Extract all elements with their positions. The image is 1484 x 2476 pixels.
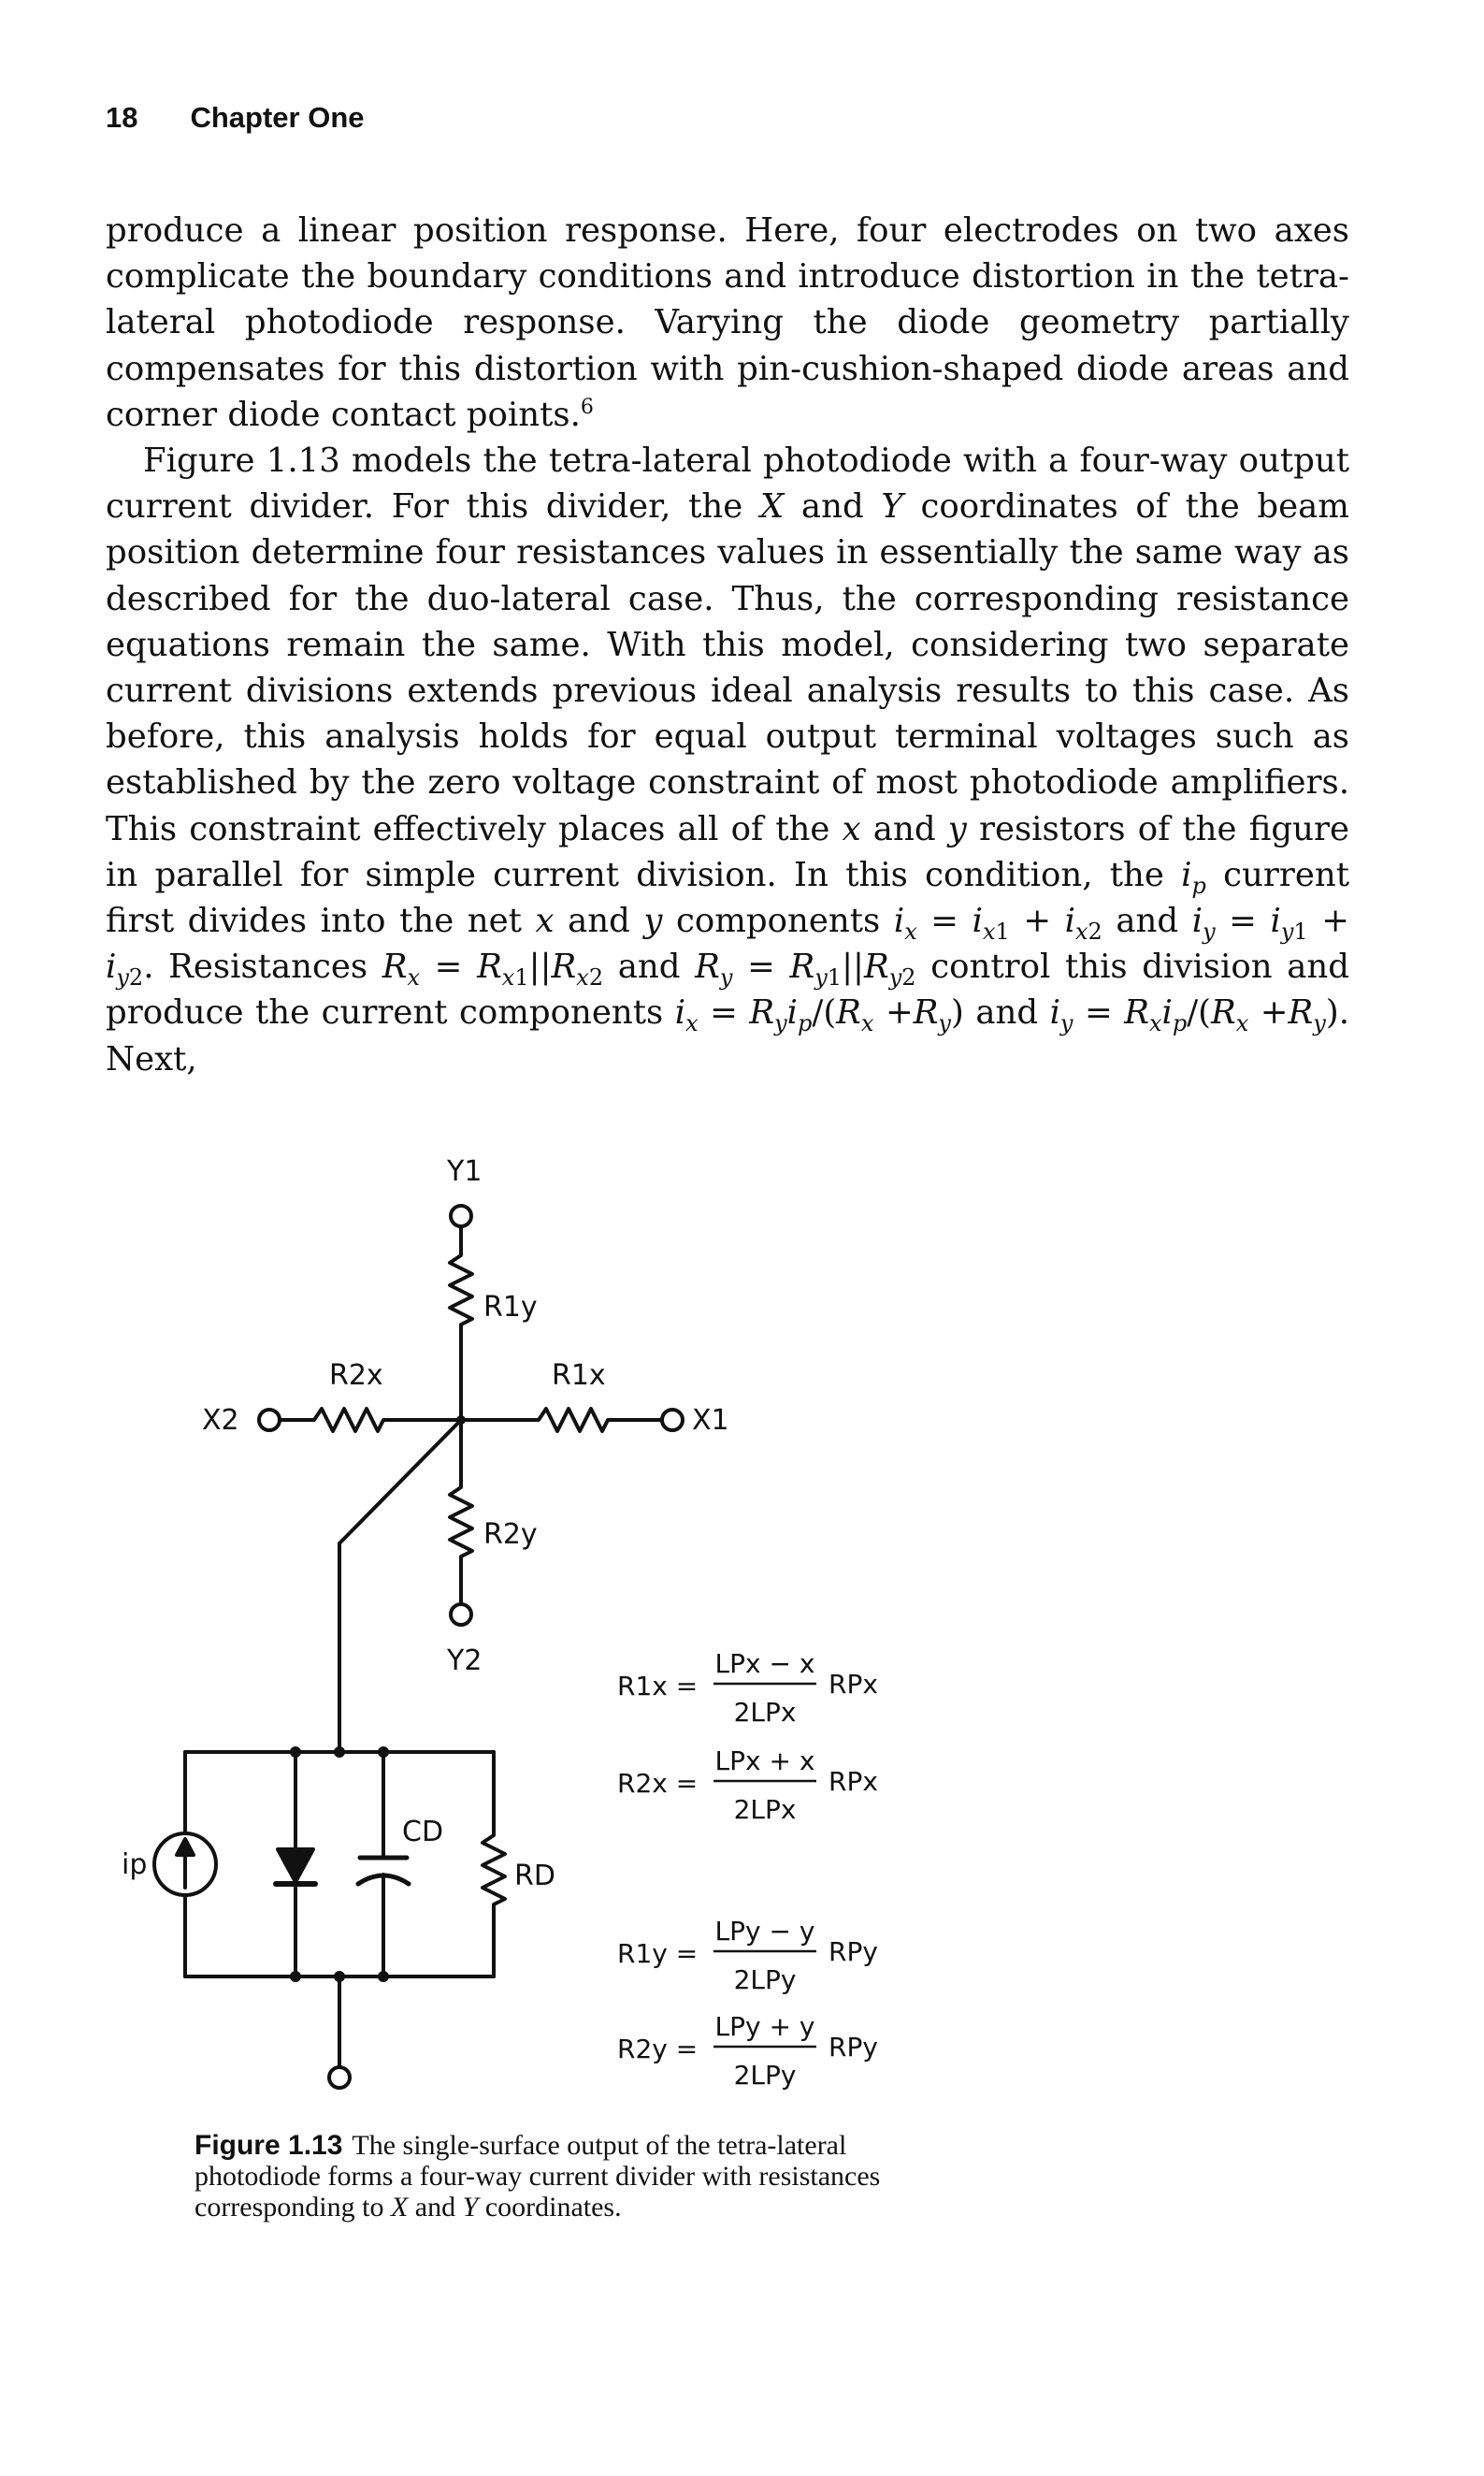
current-source-arrowhead (177, 1839, 194, 1855)
label-rd: RD (514, 1860, 555, 1892)
page-number: 18 (106, 101, 138, 134)
svg-text:RPx: RPx (828, 1669, 878, 1700)
y1-terminal (451, 1206, 471, 1226)
junction-bottom-diode (290, 1971, 301, 1982)
equation-r2x (617, 1745, 878, 1825)
p2-var-xs: x (842, 809, 861, 848)
p2-var-ys: y (947, 809, 967, 848)
p2-seg-8: Resistances (168, 948, 368, 987)
label-y1: Y1 (447, 1155, 483, 1188)
svg-text:RPx: RPx (828, 1766, 878, 1797)
running-header (106, 101, 365, 135)
svg-text:LPy − y: LPy − y (714, 1916, 815, 1947)
p2-seg-2: and (800, 487, 864, 527)
paragraph-1 (106, 208, 1349, 438)
caption-seg-3: coordinates. (484, 2192, 622, 2223)
circuit-figure (0, 1141, 1484, 2208)
paragraph-2: Figure 1.13 models the tetra-lateral photodiode with a four-way output current divider. For this divider, the X and Y coordinates of the beam position determine four resistances values in essentially the same way as described for the duo-lateral case. Thus, the corresponding resistance equations remain the same. With this model, considering two separate current divisions extends previous ideal analysis results to this case. As before, this analysis holds for equal output terminal voltages such as established by the zero voltage constraint of most photodiode amplifiers. This constraint effectively places all of the x and y resistors of the figure in parallel for simple current division. In this condition, the $i_p$ current first divides into the net x and y components $i_x = i_{x1} + i_{x2}$ and $i_y = i_{y1} + i_{y2}$. Resistances $R_x = R_{x1}||R_{x2}$ and $R_y = R_{y1}||R_{y2}$ control this division and produce the current components $i_x = R_yi_p/(R_x +R_y)$ and $i_y = R_xi_p/(R_x +R_y)$. Next, (106, 442, 1349, 1079)
caption-seg-1: The single-surface output of the tetra-lateral photodiode forms a four-way current divider with resistances corresponding to (195, 2130, 881, 2223)
label-cd: CD (402, 1816, 444, 1848)
svg-text:2LPy: 2LPy (733, 1964, 797, 1995)
label-r2y: R2y (483, 1518, 538, 1551)
junction-top-diode (290, 1746, 301, 1758)
p2-var-x: X (759, 487, 785, 527)
equation-r2y (617, 2011, 878, 2091)
x2-terminal (259, 1410, 280, 1430)
junction-bottom-center (334, 1971, 345, 1982)
footnote-marker: 6 (580, 395, 594, 419)
math-ip: $i_p$ (1181, 855, 1206, 899)
resistor-r2y (450, 1484, 472, 1560)
svg-text:LPy + y: LPy + y (714, 2011, 815, 2042)
label-r1x: R1x (552, 1359, 606, 1392)
svg-text:2LPy: 2LPy (733, 2060, 797, 2091)
wire-diagonal (339, 1420, 461, 1543)
svg-text:R1x =: R1x = (617, 1671, 699, 1701)
figure-caption (195, 2130, 924, 2223)
caption-var-x: X (390, 2192, 409, 2223)
paragraph-1-text: produce a linear position response. Here, four electrodes on two axes complicate the boundary conditions and introduce distortion in the tetra-lateral photodiode response. Varying the diode geometry partially compensates for this distortion with pin-cushion-shaped diode areas and corner diode contact points. (106, 211, 1349, 434)
label-r1y: R1y (483, 1291, 538, 1324)
svg-text:R2y =: R2y = (617, 2034, 699, 2064)
resistor-r2x (310, 1409, 387, 1431)
resistor-rd (483, 1832, 505, 1908)
svg-text:LPx − x: LPx − x (714, 1648, 815, 1679)
y2-terminal (451, 1604, 471, 1625)
p2-seg-6: current first divides into the net (106, 855, 1349, 941)
p2-seg-5: resistors of the figure in parallel for simple current division. In this condition, the (106, 809, 1349, 894)
junction-bottom-cd (378, 1971, 389, 1982)
svg-text:RPy: RPy (828, 1936, 878, 1967)
svg-text:2LPx: 2LPx (733, 1794, 797, 1825)
svg-text:RPy: RPy (828, 2032, 878, 2063)
p2-var-y: Y (881, 487, 903, 527)
p2-seg-4: and (872, 809, 936, 848)
junction-top-cd (378, 1746, 389, 1758)
output-terminal (329, 2067, 350, 2088)
diode-symbol (278, 1849, 313, 1882)
p2-seg-7: components (676, 902, 881, 941)
svg-text:LPx + x: LPx + x (714, 1745, 815, 1776)
chapter-title: Chapter One (190, 101, 365, 134)
p2-seg-10: Next, (106, 1039, 197, 1079)
caption-var-y: Y (462, 2192, 479, 2223)
svg-text:2LPx: 2LPx (733, 1697, 797, 1728)
equation-r1x (617, 1648, 878, 1728)
label-x1: X1 (692, 1404, 729, 1437)
label-ip: ip (122, 1848, 148, 1881)
caption-label: Figure 1.13 (195, 2130, 343, 2161)
label-y2: Y2 (447, 1644, 483, 1677)
caption-seg-2: and (414, 2192, 456, 2223)
math-ix-iy: $i_x = i_{x1} + i_{x2}$ and $i_y = i_{y1} + i_{y2}$. (106, 902, 1349, 992)
label-x2: X2 (202, 1404, 239, 1437)
x1-terminal (662, 1410, 683, 1430)
junction-center (456, 1415, 466, 1425)
p2-seg-1: Figure 1.13 models the tetra-lateral photodiode with a four-way output current divider. For this divider, the (106, 442, 1349, 527)
resistor-r1x (535, 1409, 612, 1431)
svg-text:R2x =: R2x = (617, 1768, 699, 1799)
body-text (106, 208, 1349, 1082)
svg-text:R1y =: R1y = (617, 1938, 699, 1969)
equation-r1y (617, 1916, 878, 1995)
math-current-components: $i_x = R_yi_p/(R_x +R_y)$ and $i_y = R_xi_p/(R_x +R_y)$. (674, 993, 1349, 1037)
math-rx-ry: $R_x = R_{x1}||R_{x2}$ and $R_y = R_{y1}||R_{y2}$ (382, 948, 916, 992)
resistor-r1y (450, 1252, 472, 1328)
label-r2x: R2x (329, 1359, 383, 1392)
p2-seg-3: coordinates of the beam position determine four resistances values in essentially the same way as described for the duo-lateral case. Thus, the corresponding resistance equations remain the same. With this model, considering two separate current divisions extends previous ideal analysis results to this case. As before, this analysis holds for equal output terminal voltages such as established by the zero voltage constraint of most photodiode amplifiers. This constraint effectively places all of the (106, 487, 1349, 848)
junction-top-center (334, 1746, 345, 1758)
p2-seg-9: control this division and produce the current components (106, 948, 1349, 1033)
